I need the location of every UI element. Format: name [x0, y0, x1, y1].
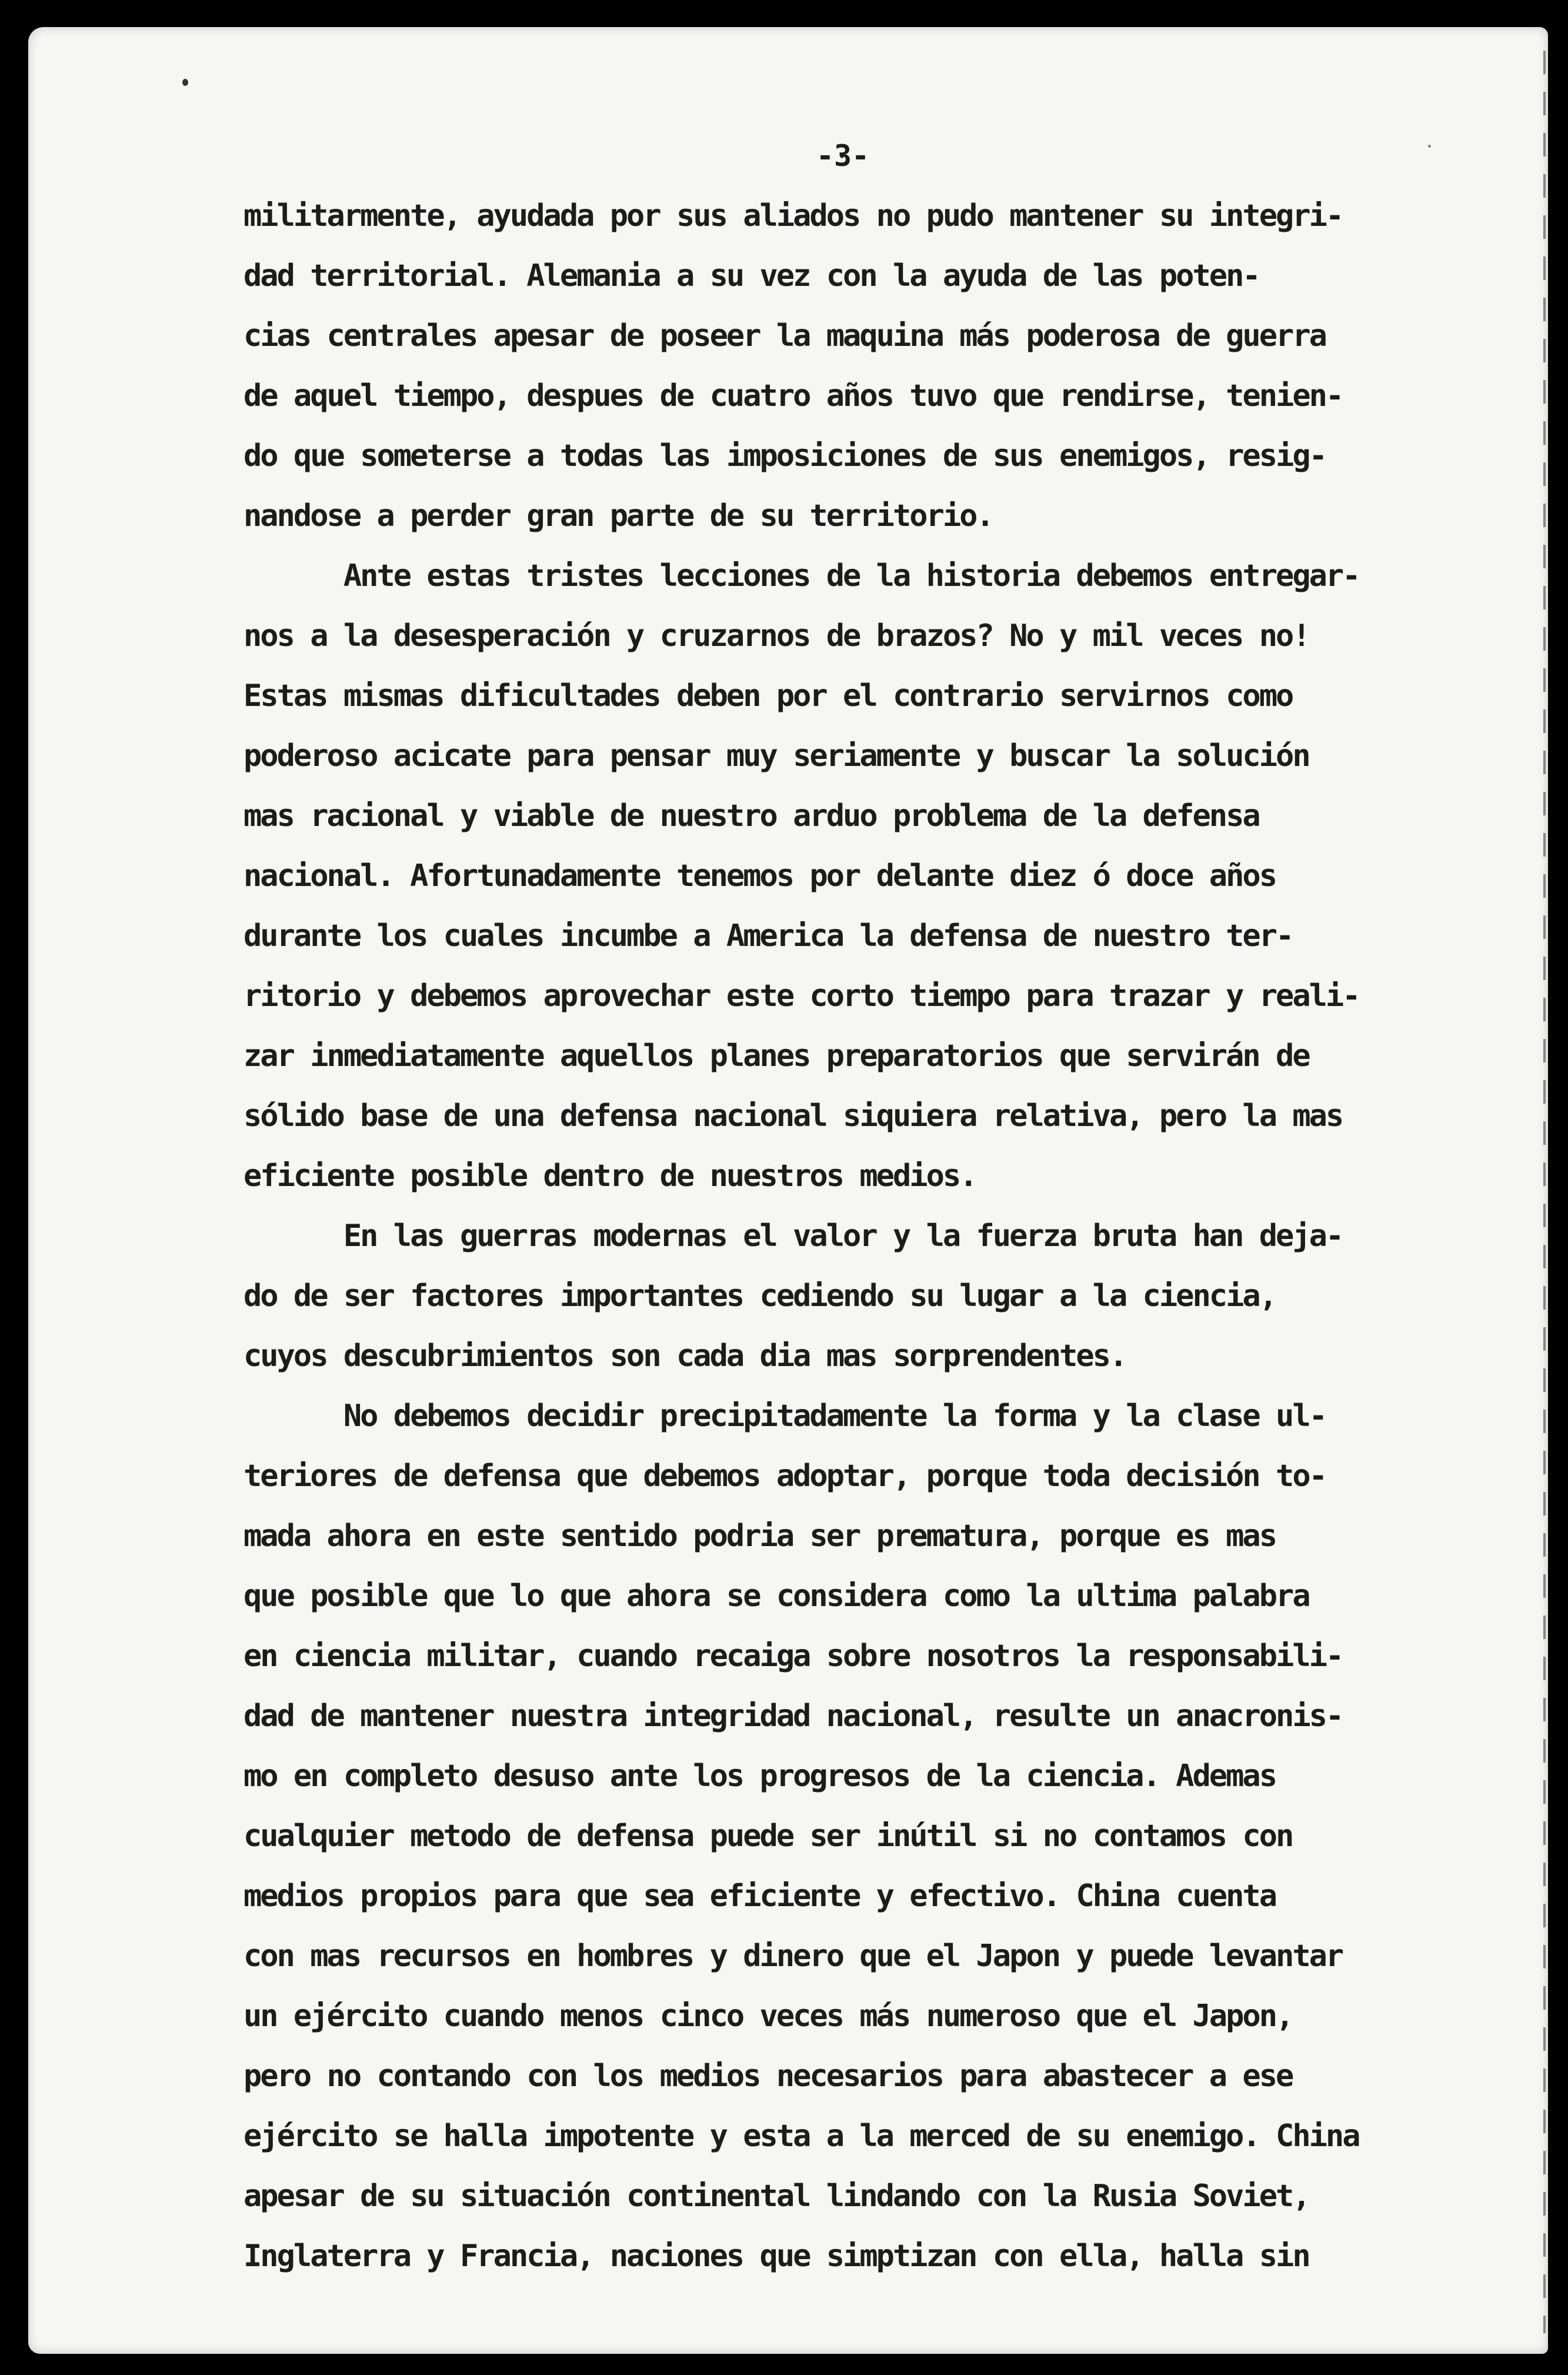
text-line: mada ahora en este sentido podria ser prematura, porque es mas	[243, 1518, 1276, 1554]
page-number: -3-	[816, 139, 870, 173]
text-line: cuyos descubrimientos son cada dia mas sorprendentes.	[243, 1338, 1126, 1374]
text-line: nandose a perder gran parte de su territorio.	[243, 498, 993, 534]
text-line: eficiente posible dentro de nuestros medios.	[243, 1158, 976, 1194]
text-line: mo en completo desuso ante los progresos de la ciencia. Ademas	[243, 1758, 1276, 1794]
text-line: apesar de su situación continental lindando con la Rusia Soviet,	[243, 2179, 1309, 2214]
text-line: con mas recursos en hombres y dinero que el Japon y puede levantar	[243, 1938, 1343, 1974]
text-line: de aquel tiempo, despues de cuatro años tuvo que rendirse, tenien-	[243, 378, 1343, 414]
text-line: que posible que lo que ahora se considera como la ultima palabra	[243, 1578, 1309, 1614]
text-line: dad territorial. Alemania a su vez con la ayuda de las poten-	[243, 258, 1259, 294]
body-text	[243, 186, 1490, 2286]
text-line: En las guerras modernas el valor y la fuerza bruta han deja-	[243, 1218, 1343, 1254]
text-line: en ciencia militar, cuando recaiga sobre nosotros la responsabili-	[243, 1638, 1343, 1674]
ink-speck	[182, 79, 188, 86]
text-line: cias centrales apesar de poseer la maquina más poderosa de guerra	[243, 318, 1326, 354]
text-line: ritorio y debemos aprovechar este corto tiempo para trazar y reali-	[243, 978, 1359, 1014]
text-line: ejército se halla impotente y esta a la merced de su enemigo. China	[243, 2118, 1359, 2154]
document-page	[28, 27, 1548, 2354]
text-line: Estas mismas dificultades deben por el contrario servirnos como	[243, 678, 1293, 714]
text-line: sólido base de una defensa nacional siquiera relativa, pero la mas	[243, 1098, 1343, 1134]
text-line: nos a la desesperación y cruzarnos de brazos? No y mil veces no!	[243, 618, 1309, 654]
text-line: teriores de defensa que debemos adoptar, porque toda decisión to-	[243, 1458, 1326, 1494]
text-line: zar inmediatamente aquellos planes preparatorios que servirán de	[243, 1038, 1309, 1074]
text-line: pero no contando con los medios necesarios para abastecer a ese	[243, 2058, 1293, 2094]
text-line: durante los cuales incumbe a America la defensa de nuestro ter-	[243, 918, 1293, 954]
page-edge-shadow	[1543, 51, 1546, 2333]
text-line: Inglaterra y Francia, naciones que simptizan con ella, halla sin	[243, 2239, 1309, 2274]
text-line: do que someterse a todas las imposiciones de sus enemigos, resig-	[243, 438, 1326, 474]
text-line: militarmente, ayudada por sus aliados no pudo mantener su integri-	[243, 198, 1343, 234]
text-line: No debemos decidir precipitadamente la forma y la clase ul-	[243, 1398, 1326, 1434]
text-line: cualquier metodo de defensa puede ser inútil si no contamos con	[243, 1818, 1293, 1854]
text-line: mas racional y viable de nuestro arduo problema de la defensa	[243, 798, 1259, 834]
text-line: poderoso acicate para pensar muy seriamente y buscar la solución	[243, 738, 1309, 774]
text-line: medios propios para que sea eficiente y efectivo. China cuenta	[243, 1878, 1276, 1914]
text-line: do de ser factores importantes cediendo su lugar a la ciencia,	[243, 1278, 1276, 1314]
text-line: un ejército cuando menos cinco veces más numeroso que el Japon,	[243, 1998, 1293, 2034]
text-line: dad de mantener nuestra integridad nacional, resulte un anacronis-	[243, 1698, 1343, 1734]
text-line: nacional. Afortunadamente tenemos por delante diez ó doce años	[243, 858, 1276, 894]
text-line: Ante estas tristes lecciones de la historia debemos entregar-	[243, 558, 1359, 594]
